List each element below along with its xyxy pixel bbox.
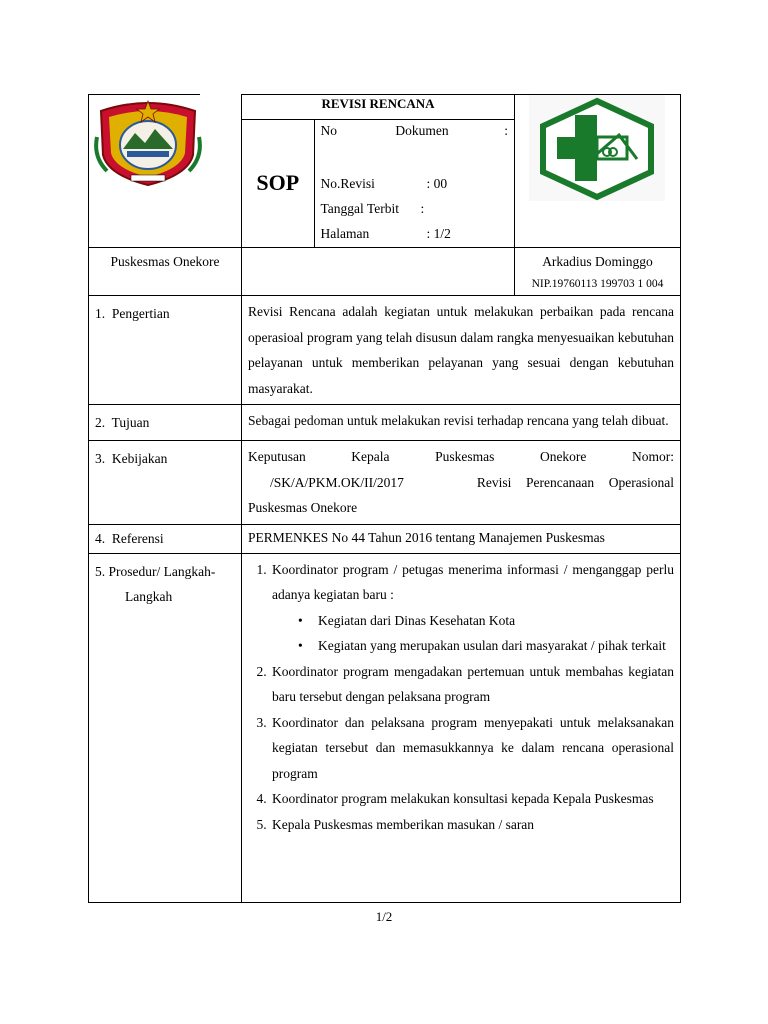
no-dokumen-label: No Dokumen <box>320 122 449 138</box>
step-4: 4. Koordinator program melakukan konsultasi kepada Kepala Puskesmas <box>270 786 674 812</box>
kebijakan-cell <box>242 441 681 525</box>
no-revisi-label: No.Revisi <box>320 176 375 192</box>
regency-emblem-icon <box>93 97 203 187</box>
prosedur-steps <box>248 557 674 838</box>
tujuan-text: Sebagai pedoman untuk melakukan revisi terhadap rencana yang telah dibuat. <box>242 405 681 441</box>
header-inner-table <box>242 95 514 247</box>
puskesmas-logo-cell <box>515 95 681 248</box>
referensi-label: 4. Referensi <box>89 524 242 553</box>
institution-cell <box>89 248 242 296</box>
header-center-cell <box>242 95 515 248</box>
step-1 <box>270 557 674 659</box>
kebijakan-label: 3. Kebijakan <box>89 441 242 525</box>
sop-table <box>88 94 681 903</box>
no-revisi-row <box>314 173 514 198</box>
step-5: 5. Kepala Puskesmas memberikan masukan / saran <box>270 812 674 838</box>
prosedur-label-cell <box>89 553 242 902</box>
signatory-nip: NIP.19760113 199703 1 004 <box>531 278 664 290</box>
pengertian-label: 1. Pengertian <box>89 296 242 405</box>
prosedur-label-line-2: Langkah <box>125 588 173 604</box>
signatory-cell <box>515 248 681 296</box>
halaman-value: : 1/2 <box>426 226 451 242</box>
no-revisi-value: : 00 <box>426 176 448 192</box>
tanggal-terbit-value: : <box>420 201 425 217</box>
kebijakan-line-3: Puskesmas Onekore <box>248 500 358 515</box>
no-dokumen-value: : <box>504 122 508 138</box>
top-left-rule <box>88 94 200 95</box>
page-number: 1/2 <box>375 909 393 924</box>
halaman-label: Halaman <box>320 226 370 242</box>
institution-name: Puskesmas Onekore <box>110 254 220 269</box>
prosedur-label-line-1: 5. Prosedur/ Langkah- <box>95 563 216 579</box>
signatory-name: Arkadius Dominggo <box>542 254 653 269</box>
tanggal-terbit-row <box>314 198 514 223</box>
tanggal-terbit-label: Tanggal Terbit <box>320 201 399 217</box>
document-title: REVISI RENCANA <box>242 95 514 119</box>
bullet-2: • Kegiatan yang merupakan usulan dari masyarakat / pihak terkait <box>298 633 674 659</box>
prosedur-steps-cell <box>242 553 681 902</box>
step-3: 3. Koordinator dan pelaksana program menyepakati untuk melaksanakan kegiatan tersebut dan memasukkannya ke dalam rencana operasional program <box>270 710 674 787</box>
bullet-1: • Kegiatan dari Dinas Kesehatan Kota <box>298 608 674 634</box>
tujuan-label: 2. Tujuan <box>89 405 242 441</box>
no-dokumen-row <box>314 119 514 173</box>
kebijakan-line-1: Keputusan Kepala Puskesmas Onekore Nomor: <box>248 449 674 464</box>
sop-label: SOP <box>242 119 314 247</box>
pengertian-text: Revisi Rencana adalah kegiatan untuk melakukan perbaikan pada rencana operasioal program yang telah disusun dalam rangka menyesuaikan kebutuhan pelayanan untuk memberikan pelayanan yang sesuai dengan kebutuhan masyarakat. <box>242 296 681 405</box>
step-2: 2. Koordinator program mengadakan pertemuan untuk membahas kegiatan baru tersebut dengan pelaksana program <box>270 659 674 710</box>
step-1-bullets <box>272 608 674 659</box>
puskesmas-logo-icon <box>529 95 665 201</box>
halaman-row <box>314 223 514 247</box>
blank-signature-cell <box>242 248 515 296</box>
step-1-text: Koordinator program / petugas menerima informasi / menganggap perlu adanya kegiatan baru : <box>272 561 674 602</box>
referensi-text: PERMENKES No 44 Tahun 2016 tentang Manajemen Puskesmas <box>242 524 681 553</box>
sop-document <box>88 94 680 903</box>
kebijakan-line-2: /SK/A/PKM.OK/II/2017 Revisi Perencanaan Operasional <box>270 474 674 490</box>
regency-logo-cell <box>89 95 242 248</box>
